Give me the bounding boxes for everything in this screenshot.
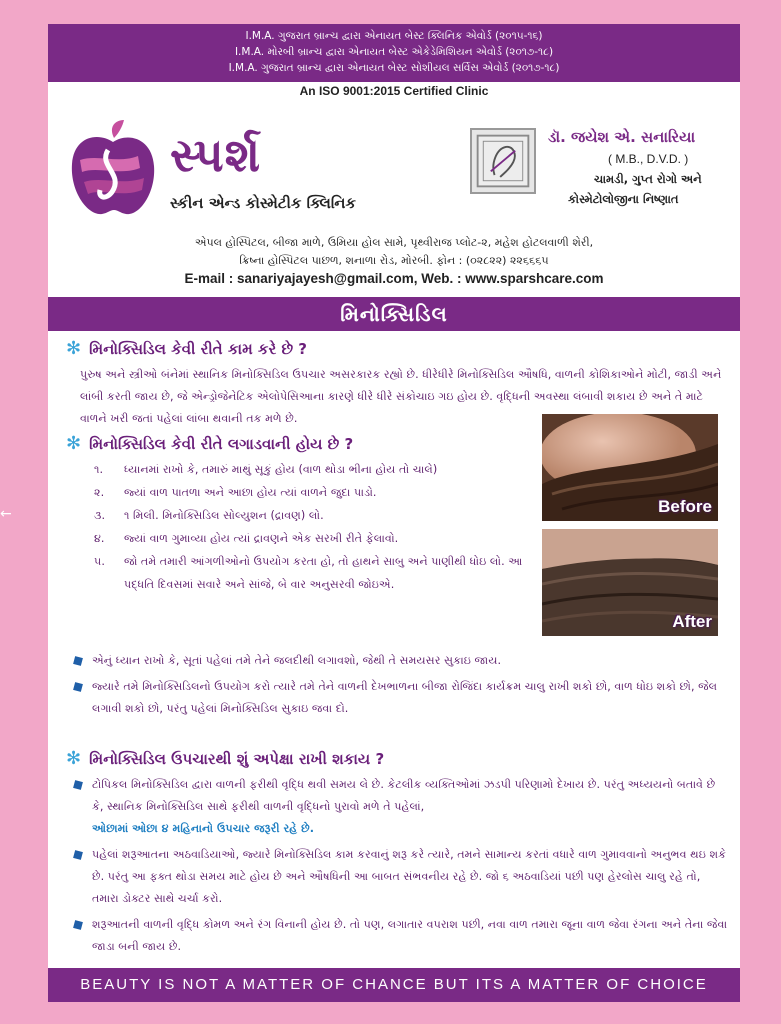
award-line: I.M.A. મોરબી બ્રાન્ચ દ્વારા એનાયત બેસ્ટ એકેડેમિશિયન એવોર્ડ (૨૦૧૭-૧૮): [234, 46, 554, 58]
iso-certification: An ISO 9001:2015 Certified Clinic: [299, 84, 489, 98]
flyer-sheet: [48, 24, 740, 1002]
section-heading: [66, 748, 384, 769]
clinic-header: [48, 100, 740, 226]
asterisk-icon: ✻: [66, 433, 82, 454]
step-number: ૧.: [94, 463, 104, 476]
left-arrow-icon: ←: [0, 506, 12, 522]
step-text: જ્યાં વાળ ગુમાવ્યા હોય ત્યાં દ્રાવણને એક સરખી રીતે ફેલાવો.: [124, 532, 399, 545]
list-item: પહેલાં શરૂઆતના અઠવાડિયાઓ, જ્યારે મિનોક્સિડિલ કામ કરવાનું શરૂ કરે ત્યારે, તમને સામાન્ય કરતાં વધારે વાળ ગુમાવવાનો અનુભવ થઇ શકે છે. પરંતુ આ ફક્ત થોડા સમય માટે હોય છે અને ઔષધિની આ બાબત સંભવનીય રહે છે. જો ૬ અઠવાડિયાં પછી પણ હેરલોસ ચાલુ રહે તો, તમારા ડોક્ટર સાથે ચર્ચા કરો.: [70, 844, 730, 910]
award-line: I.M.A. ગુજરાત બ્રાન્ચ દ્વારા એનાયત બેસ્ટ સોશીયલ સર્વિસ એવોર્ડ (૨૦૧૭-૧૮): [228, 62, 560, 74]
highlight-text: ઓછામાં ઓછા ૪ મહિનાનો ઉપચાર જરૂરી રહે છે.: [92, 822, 315, 835]
asterisk-icon: ✻: [66, 748, 82, 769]
brand-name: સ્પર્શ: [170, 128, 262, 182]
footer-tagline: BEAUTY IS NOT A MATTER OF CHANCE BUT ITS A MATTER OF CHOICE: [48, 968, 740, 1002]
doctor-specialty-line: કોસ્મેટોલોજીના નિષ્ણાત: [568, 192, 679, 206]
section-heading: [66, 433, 353, 454]
asterisk-icon: ✻: [66, 338, 82, 359]
page-title: મિનોક્સિડિલ: [48, 297, 740, 331]
steps-list: [94, 458, 542, 596]
section-heading: [66, 338, 307, 359]
step-text: જો તમે તમારી આંગળીઓનો ઉપયોગ કરતા હો, તો હાથને સાબુ અને પાણીથી ધોઇ લો. આ પદ્ધતિ દિવસમાં સવારે અને સાંજે, બે વાર અનુસરવી જોઇએ.: [124, 555, 523, 591]
before-label: Before: [658, 497, 712, 516]
doctor-emblem-icon: [470, 128, 536, 194]
step-number: ૨.: [94, 486, 105, 499]
after-label: After: [672, 612, 712, 631]
list-item: [94, 527, 542, 550]
list-item: [70, 774, 730, 840]
step-text: ૧ મિલી. મિનોક્સિડિલ સોલ્યુશન (દ્રાવણ) લો.: [124, 509, 324, 522]
list-item: [94, 481, 542, 504]
step-number: ૪.: [94, 532, 105, 545]
section-heading-text: મિનોક્સિડિલ કેવી રીતે કામ કરે છે ?: [89, 340, 307, 358]
apple-logo-icon: [68, 120, 158, 216]
section-heading-text: મિનોક્સિડિલ ઉપચારથી શું અપેક્ષા રાખી શકાય ?: [89, 750, 385, 768]
list-item: શરૂઆતની વાળની વૃદ્ધિ કોમળ અને રંગ વિનાની હોય છે. તો પણ, લગાતાર વપરાશ પછી, નવા વાળ તમારા જૂના વાળ જેવા રંગના અને તેના જેવા જાડા બની જાય છે.: [70, 914, 730, 958]
step-text: જ્યાં વાળ પાતળા અને આછા હોય ત્યાં વાળને જુદા પાડો.: [124, 486, 377, 499]
before-photo: [542, 414, 718, 521]
doctor-name: ડૉ. જયેશ એ. સનારિયા: [548, 128, 696, 146]
step-number: ૫.: [94, 555, 105, 568]
after-photo: [542, 529, 718, 636]
list-item: એનું ધ્યાન રાખો કે, સૂતાં પહેલાં તમે તેને જલદીથી લગાવશો, જેથી તે સમયસર સુકાઇ જાય.: [70, 650, 730, 672]
list-item: [94, 458, 542, 481]
doctor-specialty-line: ચામડી, ગુપ્ત રોગો અને: [594, 172, 702, 186]
address-line: ક્રિષ્ના હોસ્પિટલ પાછળ, શનાળા રોડ, મોરબી. ફોન : (૦૨૮૨૨) ૨૨૬૬૬૫: [239, 254, 549, 267]
expectations-list: [70, 774, 730, 962]
step-text: ધ્યાનમાં રાખો કે, તમારું માથું સૂકું હોય (વાળ થોડા ભીના હોય તો ચાલે): [124, 463, 438, 476]
doctor-degree: ( M.B., D.V.D. ): [608, 152, 689, 166]
notes-list: [70, 650, 730, 724]
awards-band: [48, 24, 740, 82]
section-heading-text: મિનોક્સિડિલ કેવી રીતે લગાડવાની હોય છે ?: [89, 435, 354, 453]
step-number: ૩.: [94, 509, 106, 522]
section-paragraph: પુરુષ અને સ્ત્રીઓ બંનેમાં સ્થાનિક મિનોક્સિડિલ ઉપચાર અસરકારક રહ્યો છે. ધીરેધીરે મિનોક્સિડિલ ઔષધિ, વાળની કોશિકાઓને મોટી, જાડી અને લાંબી કરતી જાય છે, જે એન્ડ્રોજેનેટિક એલોપેસિઆના કારણે ધીરે ધીરે સંકોચાઇ ગઇ હોય છે. વૃદ્ધિની અવસ્થા લંબાવી શકાય છે અને તે માટે વાળને ખરી જતાં પહેલાં લાંબા થવાની તક મળે છે.: [80, 368, 722, 425]
address-line: એપલ હોસ્પિટલ, બીજા માળે, ઉમિયા હોલ સામે, પૃથ્વીરાજ પ્લોટ-૨, મહેશ હોટલવાળી શેરી,: [194, 236, 594, 249]
award-line: I.M.A. ગુજરાત બ્રાન્ચ દ્વારા એનાયત બેસ્ટ ક્લિનિક એવોર્ડ (૨૦૧૫-૧૬): [245, 30, 543, 42]
clinic-address: [48, 234, 740, 270]
list-item: [94, 504, 542, 527]
contact-line: E-mail : sanariyajayesh@gmail.com, Web. : www.sparshcare.com: [184, 271, 604, 286]
expectation-text: ટોપિકલ મિનોક્સિડિલ દ્વારા વાળની ફરીથી વૃદ્ધિ થવી સમય લે છે. કેટલીક વ્યક્તિઓમાં ઝડપી પરિણામો દેખાય છે. પરંતુ અધ્યયનો બતાવે છે કે, સ્થાનિક મિનોક્સિડિલ સાથે ફરીથી વાળની વૃદ્ધિનો પુરાવો મળે તે પહેલાં,: [92, 778, 716, 813]
list-item: જ્યારે તમે મિનોક્સિડિલનો ઉપયોગ કરો ત્યારે તમે તેને વાળની દેખભાળના બીજા રોજિંદા કાર્યક્રમ ચાલુ રાખી શકો છો, વાળ ધોઇ શકો છો, જેલ લગાવી શકો છો, પરંતુ પહેલાં મિનોક્સિડિલ સુકાઇ જવા દો.: [70, 676, 730, 720]
brand-subtitle: સ્કીન એન્ડ કોસ્મેટીક ક્લિનિક: [170, 194, 357, 212]
list-item: [94, 550, 542, 596]
